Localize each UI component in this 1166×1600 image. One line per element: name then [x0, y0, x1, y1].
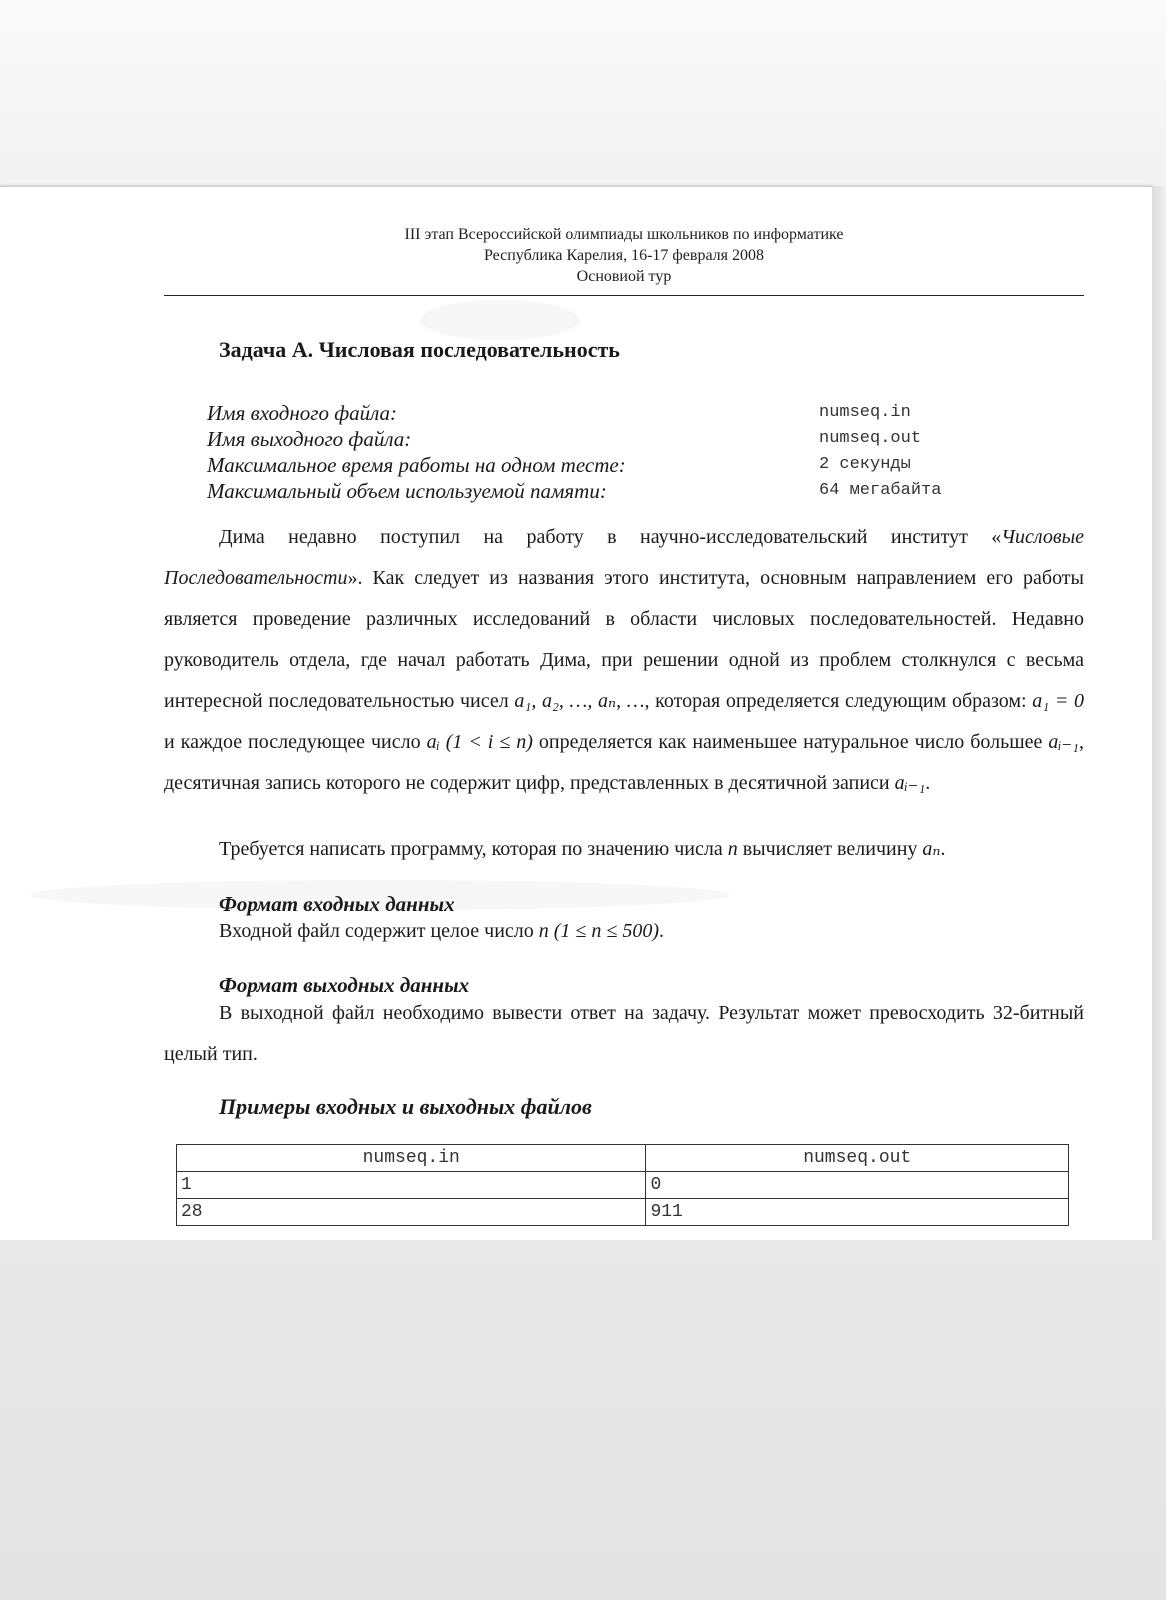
input-format-text — [164, 911, 1084, 952]
param-row — [207, 426, 1007, 452]
input-format-heading: Формат входных данных — [219, 892, 455, 916]
formula: aᵢ₋₁ — [894, 772, 926, 794]
examples-table — [176, 1144, 1069, 1226]
text-run: . — [940, 838, 946, 860]
param-label: Имя выходного файла: — [207, 427, 412, 451]
header-line-3: Основиой тур — [576, 268, 672, 285]
header-line-1: III этап Всероссийской олимпиады школьников по информатике — [404, 226, 844, 243]
param-value: 2 секунды — [819, 455, 911, 474]
paper-edge-shadow — [1152, 186, 1166, 1242]
problem-parameters — [207, 400, 1007, 504]
text-run: , десятичная запись которого не содержит цифр, представленных в десятичной записи — [164, 731, 1085, 794]
output-format-heading: Формат выходных данных — [219, 973, 470, 997]
formula: a₁ = 0 — [1032, 690, 1085, 712]
param-label: Имя входного файла: — [207, 401, 398, 425]
text-run: Дима недавно поступил на работу в научно-исследовательский институт « — [219, 526, 1002, 548]
institute-name: Числовые Последовательности — [164, 526, 1084, 589]
table-row — [177, 1199, 1069, 1226]
text-run: . — [925, 772, 931, 794]
text-run: . — [659, 920, 665, 942]
formula: n (1 ≤ n ≤ 500) — [538, 920, 660, 942]
text-run: определяется как наименьшее натуральное число большее — [532, 731, 1049, 753]
problem-title: Задача А. Числовая последовательность — [219, 337, 620, 362]
header-divider — [164, 295, 1084, 296]
text-run: вычисляет величину — [737, 838, 923, 860]
scan-bottom-margin — [0, 1240, 1166, 1600]
header-line-2: Республика Карелия, 16-17 февраля 2008 — [483, 247, 765, 264]
param-label: Максимальный объем используемой памяти: — [207, 479, 607, 503]
formula: aᵢ₋₁ — [1048, 731, 1080, 753]
param-value: numseq.in — [819, 403, 911, 422]
param-value: 64 мегабайта — [819, 481, 942, 500]
param-value: numseq.out — [819, 429, 922, 448]
text-run: Входной файл содержит целое число — [219, 920, 539, 942]
param-row — [207, 452, 1007, 478]
task-paragraph — [164, 829, 1084, 870]
column-header-output: numseq.out — [646, 1145, 1069, 1172]
param-label: Максимальное время работы на одном тесте: — [207, 453, 626, 477]
column-header-input: numseq.in — [177, 1145, 646, 1172]
formula: n — [727, 838, 738, 860]
table-cell: 911 — [646, 1199, 1069, 1226]
text-run: ». Как следует из названия этого института, основным направлением его работы является проведение различных исследований в области числовых последовательностей. Недавно руководитель отдела, где начал работать Дима, при решении одной из проблем столкнулся с весьма интересной последовательностью чисел — [164, 567, 1084, 712]
examples-heading: Примеры входных и выходных файлов — [219, 1094, 592, 1119]
table-cell: 0 — [646, 1172, 1069, 1199]
scan-top-margin — [0, 0, 1166, 188]
table-row — [177, 1172, 1069, 1199]
param-row — [207, 478, 1007, 504]
formula: aᵢ (1 < i ≤ n) — [426, 731, 533, 753]
formula: aₙ — [922, 838, 941, 860]
output-format-text: В выходной файл необходимо вывести ответ на задачу. Результат может превосходить 32-битный целый тип. — [164, 1002, 1084, 1065]
table-cell: 1 — [177, 1172, 646, 1199]
scan-smudge — [420, 300, 580, 340]
olympiad-header — [164, 224, 1084, 287]
sequence-formula: a₁, a₂, …, aₙ, … — [514, 690, 645, 712]
table-cell: 28 — [177, 1199, 646, 1226]
text-run: , которая определяется следующим образом: — [644, 690, 1033, 712]
text-run: Требуется написать программу, которая по значению числа — [219, 838, 728, 860]
statement-paragraph — [164, 517, 1084, 804]
table-header-row — [177, 1145, 1069, 1172]
text-run: и каждое последующее число — [164, 731, 427, 753]
param-row — [207, 400, 1007, 426]
